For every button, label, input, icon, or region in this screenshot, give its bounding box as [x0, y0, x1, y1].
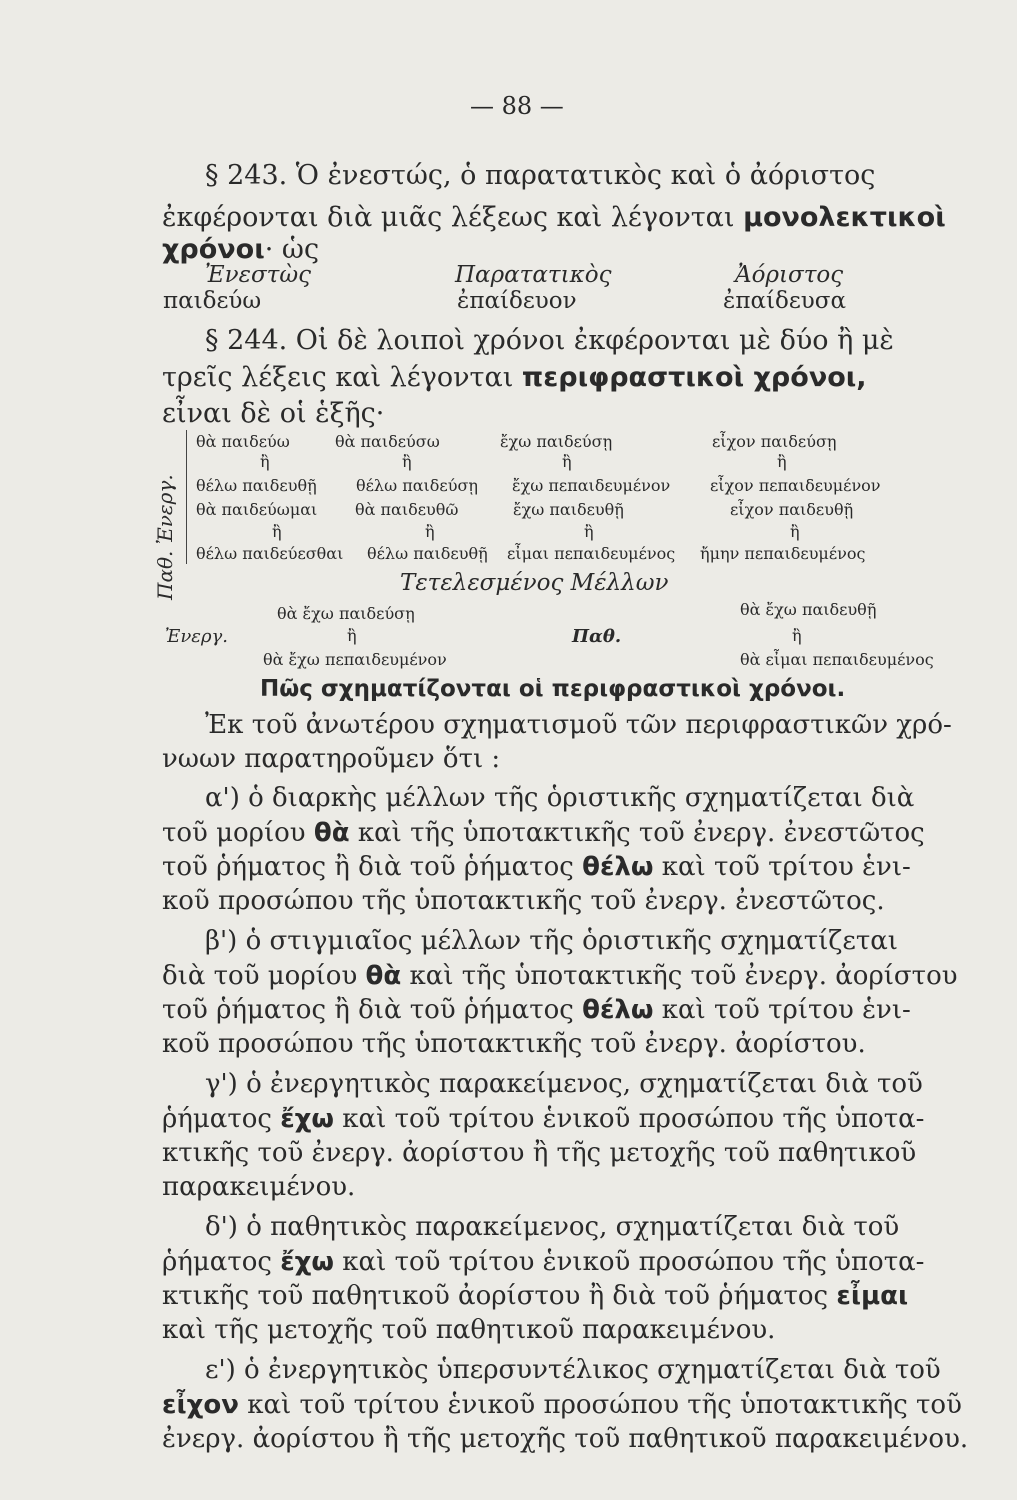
example-paratatikos: ἐπαίδευον	[457, 288, 577, 314]
body-a-l2: τοῦ μορίου θὰ καὶ τῆς ὑποτακτικῆς τοῦ ἐνεργ. ἐνεστῶτος	[162, 818, 925, 848]
fp-active-3: θὰ ἔχω πεπαιδευμένον	[263, 650, 447, 669]
fp-active-label: Ἐνεργ.	[165, 626, 229, 647]
s243-line-3: χρόνοι· ὡς	[162, 234, 320, 265]
table-r1-c2: θὰ παιδεύσω	[335, 432, 440, 451]
page-number: — 88 —	[470, 92, 564, 120]
body-b-l1: β') ὁ στιγμιαῖος μέλλων τῆς ὁριστικῆς σχηματίζεται	[205, 926, 898, 956]
body-b-l3: τοῦ ῥήματος ἢ διὰ τοῦ ῥήματος θέλω καὶ τοῦ τρίτου ἑνι-	[162, 995, 911, 1025]
body-e-l2: εἶχον καὶ τοῦ τρίτου ἑνικοῦ προσώπου τῆς ὑποτακτικῆς τοῦ	[162, 1390, 962, 1420]
header-paratatikos: Παρατατικὸς	[455, 262, 612, 288]
fp-active-2: ἢ	[347, 626, 357, 645]
table-r3-c2: θέλω παιδεύσῃ	[356, 476, 478, 495]
fp-passive-2: ἢ	[792, 626, 802, 645]
table-r4-c1: θὰ παιδεύωμαι	[196, 500, 318, 519]
body-c-l4: παρακειμένου.	[162, 1172, 356, 1202]
table-r5-c2: ἢ	[425, 522, 435, 541]
s244-line-3: εἶναι δὲ οἱ ἑξῆς·	[162, 398, 385, 429]
s243-line-2: ἐκφέρονται διὰ μιᾶς λέξεως καὶ λέγονται μονολεκτικοὶ	[162, 202, 946, 233]
table-r5-c1: ἢ	[272, 522, 282, 541]
body-p0-l2: νωων παρατηροῦμεν ὅτι :	[162, 744, 501, 774]
table-brace	[186, 430, 187, 564]
table-r1-c4: εἶχον παιδεύσῃ	[712, 432, 837, 451]
term-periphrastikoi: περιφραστικοὶ χρόνοι,	[521, 362, 867, 393]
table-r1-c1: θὰ παιδεύω	[196, 432, 290, 451]
table-r4-c3: ἔχω παιδευθῇ	[513, 500, 624, 519]
future-perfect-title: Τετελεσμένος Μέλλων	[400, 570, 669, 596]
body-c-l3: κτικῆς τοῦ ἐνεργ. ἀορίστου ἢ τῆς μετοχῆς τοῦ παθητικοῦ	[162, 1138, 917, 1168]
fp-active-1: θὰ ἔχω παιδεύσῃ	[277, 604, 415, 623]
section-heading: Πῶς σχηματίζονται οἱ περιφραστικοὶ χρόνοι.	[260, 676, 846, 702]
s244-line-2: τρεῖς λέξεις καὶ λέγονται περιφραστικοὶ χρόνοι,	[162, 362, 867, 393]
table-r4-c4: εἶχον παιδευθῇ	[730, 500, 854, 519]
s243-line-1: § 243. Ὁ ἐνεστώς, ὁ παρατατικὸς καὶ ὁ ἀόριστος	[205, 160, 876, 191]
table-r3-c4: εἶχον πεπαιδευμένον	[710, 476, 881, 495]
table-r4-c2: θὰ παιδευθῶ	[355, 500, 459, 519]
body-d-l2: ῥήματος ἔχω καὶ τοῦ τρίτου ἑνικοῦ προσώπου τῆς ὑποτα-	[162, 1247, 925, 1277]
body-e-l3: ἐνεργ. ἀορίστου ἢ τῆς μετοχῆς τοῦ παθητικοῦ παρακειμένου.	[162, 1424, 969, 1454]
s244-line-1: § 244. Οἱ δὲ λοιποὶ χρόνοι ἐκφέρονται μὲ δύο ἢ μὲ	[205, 325, 894, 356]
body-p0-l1: Ἐκ τοῦ ἀνωτέρου σχηματισμοῦ τῶν περιφραστικῶν χρό-	[205, 710, 952, 740]
body-e-l1: ε') ὁ ἐνεργητικὸς ὑπερσυντέλικος σχηματίζεται διὰ τοῦ	[205, 1355, 941, 1385]
table-r2-c4: ἢ	[777, 452, 787, 471]
fp-passive-label: Παθ.	[572, 626, 622, 647]
body-c-l2: ῥήματος ἔχω καὶ τοῦ τρίτου ἑνικοῦ προσώπου τῆς ὑποτα-	[162, 1104, 925, 1134]
table-r3-c1: θέλω παιδευθῇ	[196, 476, 317, 495]
example-enestos: παιδεύω	[163, 288, 262, 314]
body-a-l3: τοῦ ῥήματος ἢ διὰ τοῦ ῥήματος θέλω καὶ τοῦ τρίτου ἑνι-	[162, 852, 911, 882]
body-d-l3: κτικῆς τοῦ παθητικοῦ ἀορίστου ἢ διὰ τοῦ ῥήματος εἶμαι	[162, 1281, 909, 1311]
table-side-label: Παθ. Ἐνεργ.	[153, 474, 177, 600]
example-aoristos: ἐπαίδευσα	[723, 288, 846, 314]
table-r2-c3: ἢ	[562, 452, 572, 471]
table-r5-c3: ἢ	[584, 522, 594, 541]
term-monolektikoi: μονολεκτικοὶ	[743, 202, 946, 233]
table-r6-c4: ἤμην πεπαιδευμένος	[700, 544, 866, 563]
fp-passive-3: θὰ εἶμαι πεπαιδευμένος	[740, 650, 934, 669]
table-r6-c3: εἶμαι πεπαιδευμένος	[507, 544, 676, 563]
table-r1-c3: ἔχω παιδεύσῃ	[500, 432, 613, 451]
term-chronoi: χρόνοι	[162, 234, 265, 265]
fp-passive-1: θὰ ἔχω παιδευθῇ	[740, 600, 877, 619]
header-aoristos: Ἀόριστος	[735, 262, 844, 288]
table-r3-c3: ἔχω πεπαιδευμένον	[512, 476, 671, 495]
body-c-l1: γ') ὁ ἐνεργητικὸς παρακείμενος, σχηματίζεται διὰ τοῦ	[205, 1069, 923, 1099]
table-r6-c2: θέλω παιδευθῇ	[367, 544, 488, 563]
body-b-l4: κοῦ προσώπου τῆς ὑποτακτικῆς τοῦ ἐνεργ. ἀορίστου.	[162, 1029, 866, 1059]
body-a-l1: α') ὁ διαρκὴς μέλλων τῆς ὁριστικῆς σχηματίζεται διὰ	[205, 783, 915, 813]
body-a-l4: κοῦ προσώπου τῆς ὑποτακτικῆς τοῦ ἐνεργ. ἐνεστῶτος.	[162, 886, 885, 916]
header-enestos: Ἐνεστὼς	[205, 262, 312, 288]
body-b-l2: διὰ τοῦ μορίου θὰ καὶ τῆς ὑποτακτικῆς τοῦ ἐνεργ. ἀορίστου	[162, 961, 958, 991]
body-d-l1: δ') ὁ παθητικὸς παρακείμενος, σχηματίζεται διὰ τοῦ	[205, 1212, 900, 1242]
table-r5-c4: ἢ	[790, 522, 800, 541]
table-r2-c2: ἢ	[402, 452, 412, 471]
table-r6-c1: θέλω παιδεύεσθαι	[196, 544, 344, 563]
table-r2-c1: ἢ	[260, 452, 270, 471]
body-d-l4: καὶ τῆς μετοχῆς τοῦ παθητικοῦ παρακειμένου.	[162, 1315, 776, 1345]
